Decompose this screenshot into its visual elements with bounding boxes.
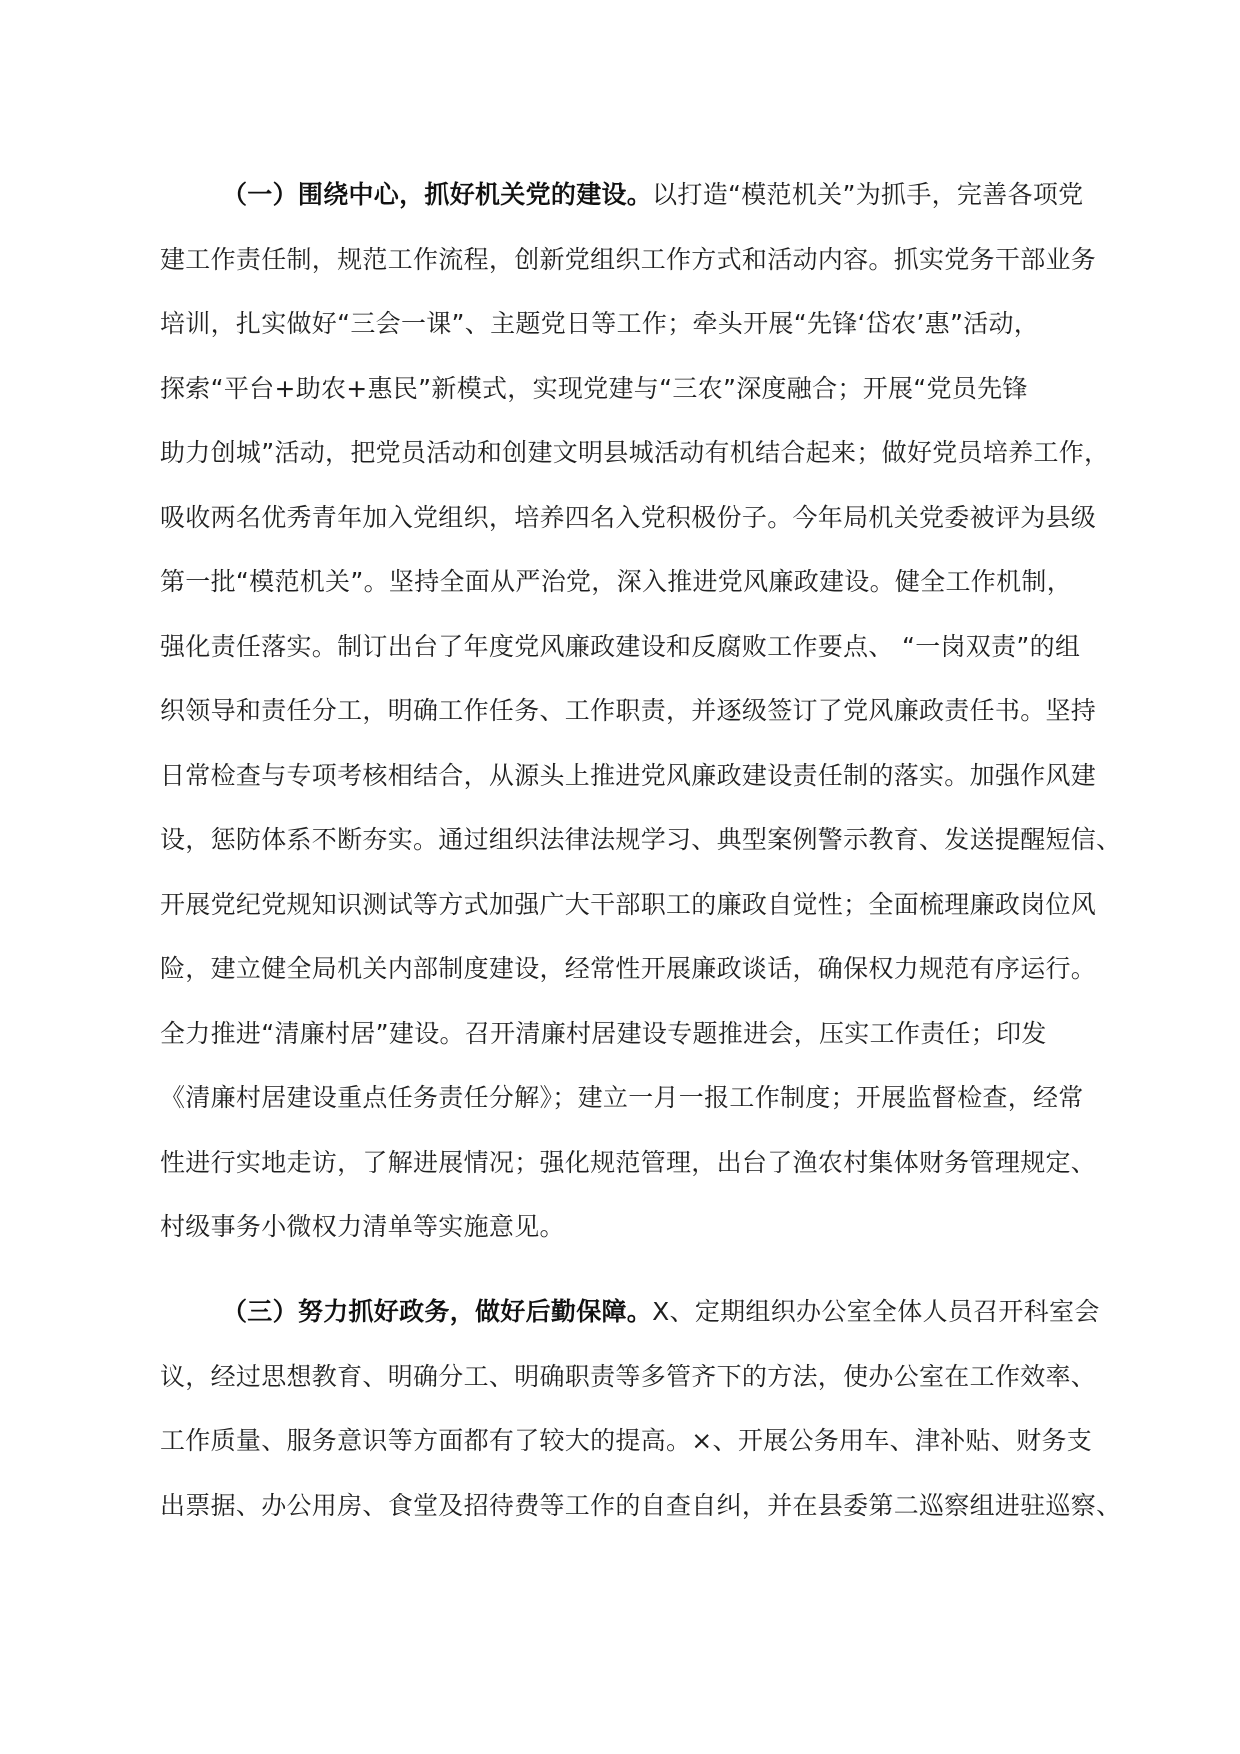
body-line: 险，建立健全局机关内部制度建设，经常性开展廉政谈话，确保权力规范有序运行。	[160, 954, 1097, 983]
body-line: 吸收两名优秀青年加入党组织，培养四名入党积极份子。今年局机关党委被评为县级	[160, 502, 1097, 532]
body-line: 第一批“模范机关”。坚持全面从严治党，深入推进党风廉政建设。健全工作机制，	[160, 567, 1073, 596]
body-line: 村级事务小微权力清单等实施意见。	[160, 1212, 565, 1241]
paragraph-first-line	[160, 170, 1110, 235]
body-line: 议，经过思想教育、明确分工、明确职责等多管齐下的方法，使办公室在工作效率、	[160, 1361, 1097, 1391]
body-line: 建工作责任制，规范工作流程，创新党组织工作方式和活动内容。抓实党务干部业务	[160, 244, 1097, 274]
paragraph-party-building	[160, 170, 1122, 1267]
body-line: 助力创城”活动，把党员活动和创建文明县城活动有机结合起来；做好党员培养工作，	[160, 438, 1110, 467]
body-line: 探索“平台+助农+惠民”新模式，实现党建与“三农”深度融合；开展“党员先锋	[160, 373, 1028, 403]
body-line: 培训，扎实做好“三会一课”、主题党日等工作；牵头开展“先锋‘岱农’惠”活动，	[160, 309, 1040, 338]
body-line: 性进行实地走访，了解进展情况；强化规范管理，出台了渔农村集体财务管理规定、	[160, 1147, 1097, 1177]
section-heading: （三）努力抓好政务，做好后勤保障。	[222, 1297, 653, 1326]
body-line: 出票据、办公用房、食堂及招待费等工作的自查自纠，并在县委第二巡察组进驻巡察、	[160, 1490, 1122, 1520]
paragraph-government-affairs	[160, 1287, 1122, 1545]
body-text: 以打造“模范机关”为抓手，完善各项党	[652, 180, 1084, 209]
body-text: X、定期组织办公室全体人员召开科室会	[652, 1297, 1100, 1326]
body-line: 日常检查与专项考核相结合，从源头上推进党风廉政建设责任制的落实。加强作风建	[160, 760, 1097, 790]
section-heading: （一）围绕中心，抓好机关党的建设。	[222, 180, 653, 209]
body-line: 织领导和责任分工，明确工作任务、工作职责，并逐级签订了党风廉政责任书。坚持	[160, 696, 1097, 725]
body-line: 设，惩防体系不断夯实。通过组织法律法规学习、典型案例警示教育、发送提醒短信、	[160, 825, 1122, 854]
body-line: 工作质量、服务意识等方面都有了较大的提高。×、开展公务用车、津补贴、财务支	[160, 1426, 1093, 1455]
paragraph-first-line	[160, 1287, 1110, 1352]
body-line: 全力推进“清廉村居”建设。召开清廉村居建设专题推进会，压实工作责任；印发	[160, 1018, 1047, 1048]
body-line: 《清廉村居建设重点任务责任分解》；建立一月一报工作制度；开展监督检查，经常	[160, 1083, 1084, 1112]
body-line: 强化责任落实。制订出台了年度党风廉政建设和反腐败工作要点、 “一岗双责”的组	[160, 631, 1081, 661]
body-line: 开展党纪党规知识测试等方式加强广大干部职工的廉政自觉性；全面梳理廉政岗位风	[160, 889, 1097, 919]
